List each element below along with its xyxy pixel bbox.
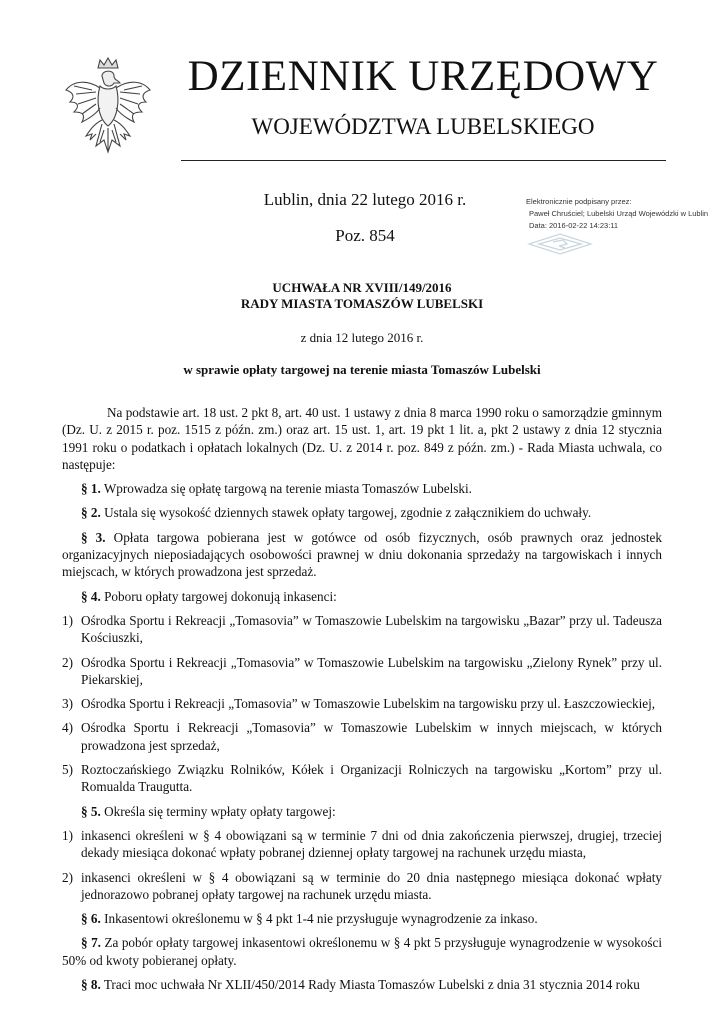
list-item-number: 3): [62, 696, 73, 712]
section-6: [62, 910, 662, 927]
section-label: § 4.: [81, 588, 101, 604]
section-label: § 6.: [81, 911, 101, 927]
section-text: Określa się terminy wpłaty opłaty targowej:: [104, 803, 336, 819]
signature-line-3: Data: 2016-02-22 14:23:11: [529, 221, 619, 230]
section-label: § 5.: [81, 803, 101, 819]
signature-watermark-icon: [527, 232, 593, 256]
list-item: [62, 612, 662, 647]
list-item-text: Ośrodka Sportu i Rekreacji „Tomasovia” w Tomaszowie Lubelskim na targowisku „Bazar” przy ul. Tadeusza Kościuszki,: [81, 612, 662, 646]
masthead-divider: [181, 160, 666, 161]
section-8: [62, 976, 662, 993]
section-label: § 3.: [81, 529, 106, 545]
list-item: [62, 869, 662, 904]
section-4: [62, 588, 662, 605]
publication-place-date: Lublin, dnia 22 lutego 2016 r.: [263, 190, 467, 209]
section-text: Traci moc uchwała Nr XLII/450/2014 Rady Miasta Tomaszów Lubelski z dnia 31 stycznia 2014 roku: [103, 977, 640, 993]
list-item-text: Ośrodka Sportu i Rekreacji „Tomasovia” w Tomaszowie Lubelskim na targowisku przy ul. Łaszczowieckiej,: [81, 696, 656, 712]
section-label: § 2.: [81, 505, 101, 521]
list-item: [62, 719, 662, 754]
section-text: Wprowadza się opłatę targową na terenie miasta Tomaszów Lubelski.: [103, 481, 472, 497]
list-item-text: Ośrodka Sportu i Rekreacji „Tomasovia” w Tomaszowie Lubelskim na targowisku „Zielony Rynek” przy ul. Piekarskiej,: [81, 654, 662, 687]
list-item-text: Ośrodka Sportu i Rekreacji „Tomasovia” w Tomaszowie Lubelskim w innych miejscach, w których prowadzona jest sprzedaż,: [81, 720, 662, 753]
list-item-number: 4): [62, 720, 73, 736]
list-item-number: 5): [62, 762, 73, 778]
section-text: Opłata targowa pobierana jest w gotówce od osób fizycznych, osób prawnych oraz jednostek organizacyjnych nieposiadających osobowości prawnej w dniu dokonania sprzedaży na targowiskach i innych miejscach, w których prowadzona jest sprzedaż.: [62, 529, 663, 580]
polish-eagle-emblem-icon: [62, 56, 154, 164]
section-label: § 8.: [81, 977, 101, 993]
list-item-text: inkasenci określeni w § 4 obowiązani są w terminie do 20 dnia następnego miesiąca dokonać wpłaty jednorazowo pobranej opłaty targowej na rachunek urzędu miasta.: [81, 869, 662, 902]
section-3: [62, 529, 662, 581]
signature-line-1: Elektronicznie podpisany przez:: [526, 197, 632, 206]
list-item: [62, 761, 662, 796]
section-5-list: [62, 827, 662, 903]
signature-line-2: Paweł Chruściel; Lubelski Urząd Wojewódzki w Lublin: [529, 209, 709, 218]
list-item: [62, 827, 662, 862]
masthead-title: DZIENNIK URZĘDOWY: [187, 53, 659, 100]
section-4-list: [62, 612, 662, 796]
resolution-council: RADY MIASTA TOMASZÓW LUBELSKI: [240, 296, 484, 311]
resolution-title: [62, 280, 662, 312]
list-item-text: inkasenci określeni w § 4 obowiązani są w terminie 7 dni od dnia zakończenia pierwszej, drugiej, trzeciej dekady miesiąca dokonać wpłaty pobranej dziennej opłaty targowej na rachunek urzędu miasta,: [81, 827, 662, 861]
section-label: § 1.: [81, 481, 101, 497]
resolution-date: z dnia 12 lutego 2016 r.: [300, 330, 424, 345]
section-text: Ustala się wysokość dziennych stawek opłaty targowej, zgodnie z załącznikiem do uchwały.: [104, 505, 592, 521]
resolution-body: [62, 404, 662, 1000]
list-item-text: Roztoczańskiego Związku Rolników, Kółek i Organizacji Rolniczych na targowisku „Kortom” przy ul. Romualda Traugutta.: [81, 762, 662, 795]
publication-position: Poz. 854: [335, 226, 395, 245]
section-text: Poboru opłaty targowej dokonują inkasenci:: [104, 588, 337, 604]
list-item-number: 1): [62, 612, 73, 628]
section-7: [62, 934, 662, 969]
masthead-subtitle: WOJEWÓDZTWA LUBELSKIEGO: [251, 114, 595, 139]
section-label: § 7.: [81, 935, 101, 951]
section-text: Za pobór opłaty targowej inkasentowi określonemu w § 4 pkt 5 przysługuje wynagrodzenie w wysokości 50% od kwoty pobieranej opłaty.: [62, 935, 663, 968]
resolution-number: UCHWAŁA NR XVIII/149/2016: [272, 280, 452, 295]
section-2: [62, 504, 662, 521]
list-item-number: 1): [62, 827, 73, 843]
preamble: Na podstawie art. 18 ust. 2 pkt 8, art. 40 ust. 1 ustawy z dnia 8 marca 1990 roku o samorządzie gminnym (Dz. U. z 2015 r. poz. 1515 z późn. zm.) oraz art. 15 ust. 1, art. 19 pkt 1 lit. a, pkt 2 ustawy z dnia 12 stycznia 1991 roku o podatkach i opłatach lokalnych (Dz. U. z 2014 r. poz. 849 z późn. zm.) - Rada Miasta uchwala, co następuje:: [62, 405, 662, 472]
list-item: [62, 654, 662, 689]
list-item-number: 2): [62, 869, 73, 885]
list-item: [62, 695, 662, 712]
list-item-number: 2): [62, 654, 73, 670]
section-5: [62, 803, 662, 820]
section-1: [62, 480, 662, 497]
resolution-subject: w sprawie opłaty targowej na terenie miasta Tomaszów Lubelski: [183, 362, 541, 377]
electronic-signature-block: [526, 196, 725, 232]
section-text: Inkasentowi określonemu w § 4 pkt 1-4 nie przysługuje wynagrodzenie za inkaso.: [104, 911, 538, 927]
